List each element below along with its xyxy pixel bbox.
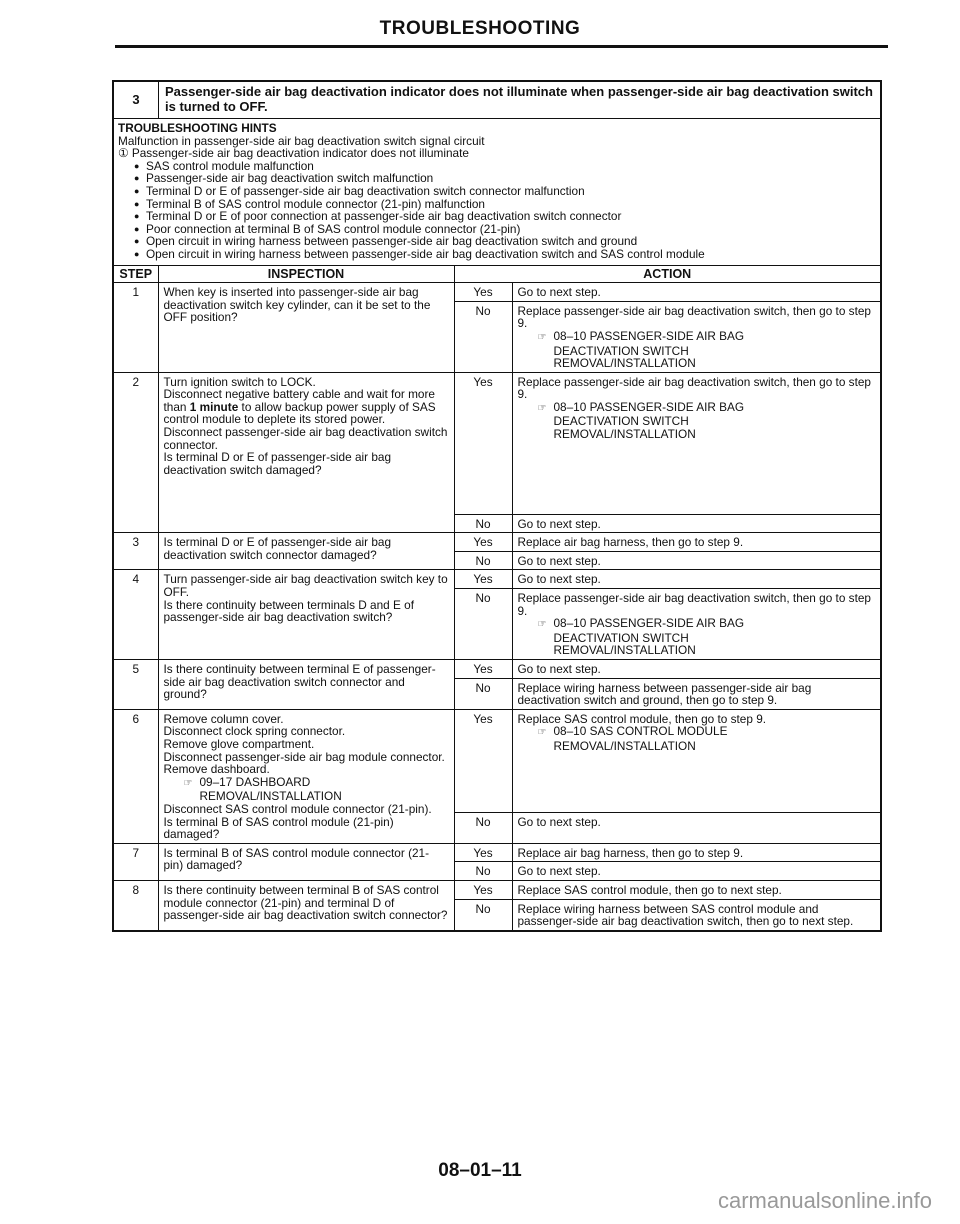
step-number: 2 [114, 372, 158, 533]
reference [518, 725, 876, 752]
inspection-line: Disconnect passenger-side air bag module connector. [163, 749, 445, 764]
no-label: No [454, 812, 512, 843]
step-inspection [158, 570, 454, 660]
yes-action: Replace air bag harness, then go to step 9. [512, 533, 880, 552]
steps-table [114, 266, 880, 930]
page-title: TROUBLESHOOTING [379, 18, 581, 39]
step-inspection: Is terminal D or E of passenger-side air bag deactivation switch connector damaged? [158, 533, 454, 570]
inspection-line: Turn passenger-side air bag deactivation switch key to OFF. [163, 572, 448, 600]
step-inspection [158, 709, 454, 843]
no-action [512, 301, 880, 372]
step-inspection [158, 372, 454, 533]
inspection-line: Is terminal B of SAS control module (21-pin) damaged? [163, 814, 394, 842]
hints-line: ① Passenger-side air bag deactivation indicator does not illuminate [118, 146, 469, 161]
no-action: Go to next step. [512, 862, 880, 881]
reference-text: REMOVAL/INSTALLATION [553, 427, 696, 442]
inspection-line: Remove dashboard. [163, 762, 270, 777]
inspection-line: Turn ignition switch to LOCK. [163, 374, 316, 389]
reference-icon: ☞ [537, 331, 547, 343]
page-number: 08–01–11 [438, 1160, 522, 1181]
yes-action: Go to next step. [512, 283, 880, 302]
column-header-step: STEP [114, 266, 158, 283]
table-row [114, 660, 880, 679]
no-action: Go to next step. [512, 514, 880, 533]
no-label: No [454, 678, 512, 709]
no-label: No [454, 589, 512, 660]
symptom-number: 3 [114, 82, 159, 118]
inspection-line: Remove glove compartment. [163, 737, 315, 751]
hint-item: ● SAS control module malfunction [136, 160, 876, 173]
column-header-inspection: INSPECTION [158, 266, 454, 283]
reference-text: 08–10 SAS CONTROL MODULE [553, 724, 728, 739]
yes-label: Yes [454, 709, 512, 812]
action-text: Replace SAS control module, then go to step 9. [517, 711, 767, 726]
hint-item: ● Open circuit in wiring harness between passenger-side air bag deactivation switch and SAS control module [136, 248, 876, 261]
reference-text: 08–10 PASSENGER-SIDE AIR BAG [553, 399, 745, 414]
reference-icon: ☞ [537, 727, 547, 739]
step-number: 3 [114, 533, 158, 570]
no-action: Go to next step. [512, 812, 880, 843]
troubleshooting-panel [112, 80, 882, 932]
yes-action: Go to next step. [512, 660, 880, 679]
table-row [114, 283, 880, 302]
title-rule [115, 45, 888, 48]
yes-action [512, 709, 880, 812]
yes-action: Go to next step. [512, 570, 880, 589]
table-header-row [114, 266, 880, 283]
step-number: 6 [114, 709, 158, 843]
step-number: 4 [114, 570, 158, 660]
table-row [114, 880, 880, 899]
table-row [114, 372, 880, 514]
yes-action [512, 372, 880, 514]
reference [518, 330, 876, 370]
yes-label: Yes [454, 843, 512, 862]
inspection-line [164, 388, 449, 426]
yes-label: Yes [454, 880, 512, 899]
inspection-line: Is terminal D or E of passenger-side air bag deactivation switch damaged? [163, 450, 392, 477]
hint-item: ● Open circuit in wiring harness between passenger-side air bag deactivation switch and ground [136, 235, 876, 248]
reference-text: REMOVAL/INSTALLATION [199, 789, 342, 804]
table-row [114, 533, 880, 552]
inspection-line: Disconnect clock spring connector. [163, 724, 346, 739]
table-row [114, 570, 880, 589]
reference-icon: ☞ [537, 619, 547, 631]
hints-title: TROUBLESHOOTING HINTS [118, 121, 277, 135]
hints-list [118, 160, 876, 261]
inspection-text: Disconnect negative battery cable and wait for more than [163, 387, 435, 414]
no-action: Replace wiring harness between SAS control module and passenger-side air bag deactivation switch, then go to next step. [517, 901, 854, 929]
troubleshooting-hints [114, 119, 880, 266]
inspection-line: Disconnect SAS control module connector (21-pin). [163, 801, 432, 816]
yes-label: Yes [454, 570, 512, 589]
reference-text: DEACTIVATION SWITCH [553, 630, 689, 645]
step-number: 5 [114, 660, 158, 710]
yes-action: Replace air bag harness, then go to step 9. [512, 843, 880, 862]
symptom-header [114, 82, 880, 119]
hint-item: ● Terminal D or E of passenger-side air bag deactivation switch connector malfunction [136, 185, 876, 198]
yes-label: Yes [454, 533, 512, 552]
reference [518, 617, 876, 657]
reference-text: 09–17 DASHBOARD [199, 774, 311, 789]
inspection-line: Is there continuity between terminals D and E of passenger-side air bag deactivation switch? [163, 597, 414, 625]
hint-item: ● Terminal B of SAS control module connector (21-pin) malfunction [136, 198, 876, 211]
step-number: 8 [114, 880, 158, 929]
no-label: No [454, 514, 512, 533]
reference-text: DEACTIVATION SWITCH [553, 414, 689, 429]
action-text: Replace passenger-side air bag deactivation switch, then go to step 9. [517, 591, 871, 618]
yes-label: Yes [454, 660, 512, 679]
step-number: 7 [114, 843, 158, 880]
column-header-action: ACTION [454, 266, 880, 283]
reference [518, 401, 876, 441]
no-action [512, 589, 880, 660]
hint-item: ● Poor connection at terminal B of SAS control module connector (21-pin) [136, 223, 876, 236]
inspection-emphasis: 1 minute [189, 399, 239, 414]
no-action: Replace wiring harness between passenger-side air bag deactivation switch and ground, then go to step 9. [512, 678, 880, 709]
reference-icon: ☞ [183, 777, 193, 789]
reference-text: 08–10 PASSENGER-SIDE AIR BAG [553, 616, 745, 631]
yes-label: Yes [454, 372, 512, 514]
reference-text: REMOVAL/INSTALLATION [553, 356, 696, 371]
reference-text: DEACTIVATION SWITCH [553, 343, 689, 358]
table-row [114, 709, 880, 812]
inspection-text: to allow backup power supply of SAS control module to deplete its stored power. [163, 399, 436, 427]
table-row [114, 843, 880, 862]
inspection-line: Disconnect passenger-side air bag deactivation switch connector. [163, 425, 448, 452]
no-label: No [454, 301, 512, 372]
symptom-title: Passenger-side air bag deactivation indicator does not illuminate when passenger-side air bag deactivation switch is turned to OFF. [165, 84, 873, 114]
yes-label: Yes [454, 283, 512, 302]
step-inspection: Is there continuity between terminal B of SAS control module connector (21-pin) and terminal D of passenger-side air bag deactivation switch connector? [158, 880, 454, 929]
reference [164, 776, 449, 803]
no-label: No [454, 899, 512, 930]
reference-text: REMOVAL/INSTALLATION [553, 739, 696, 753]
reference-text: REMOVAL/INSTALLATION [553, 643, 696, 658]
no-label: No [454, 551, 512, 570]
hint-item: ● Passenger-side air bag deactivation switch malfunction [136, 172, 876, 185]
step-number: 1 [114, 283, 158, 373]
no-action: Go to next step. [512, 551, 880, 570]
watermark: carmanualsonline.info [717, 1188, 932, 1213]
no-label: No [454, 862, 512, 881]
hint-item: ● Terminal D or E of poor connection at passenger-side air bag deactivation switch connector [136, 210, 876, 223]
step-inspection: When key is inserted into passenger-side air bag deactivation switch key cylinder, can it be set to the OFF position? [158, 283, 454, 373]
action-text: Replace passenger-side air bag deactivation switch, then go to step 9. [517, 303, 871, 331]
step-inspection: Is there continuity between terminal E of passenger-side air bag deactivation switch connector and ground? [158, 660, 454, 710]
hints-line: Malfunction in passenger-side air bag deactivation switch signal circuit [118, 133, 485, 148]
reference-icon: ☞ [537, 402, 547, 414]
reference-text: 08–10 PASSENGER-SIDE AIR BAG [553, 328, 745, 343]
yes-action: Replace SAS control module, then go to next step. [512, 880, 880, 899]
inspection-line: Remove column cover. [163, 711, 284, 726]
step-inspection: Is terminal B of SAS control module connector (21-pin) damaged? [158, 843, 454, 880]
action-text: Replace passenger-side air bag deactivation switch, then go to step 9. [517, 374, 871, 402]
